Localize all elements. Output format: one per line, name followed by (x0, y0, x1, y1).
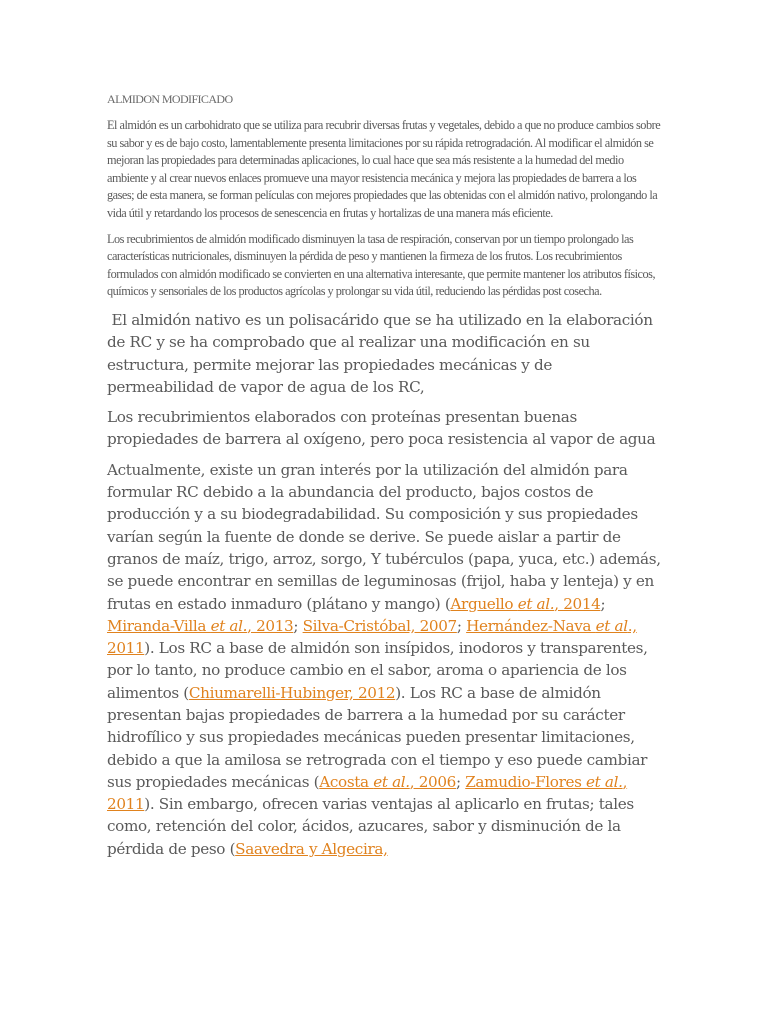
citation-etal: et al. (210, 616, 248, 635)
paragraph-5-text-2: ). Los RC a base de almidón son insípidos, inodoros y transparentes, por lo tanto, no produce cambio en el sabor, aroma o apariencia de los alimentos ( (107, 639, 648, 702)
citation-etal: et al (595, 616, 628, 635)
paragraph-2: Los recubrimientos de almidón modificado disminuyen la tasa de respiración, conservan por un tiempo prolongado las características nutricionales, disminuyen la pérdida de peso y mantienen la firmeza de los frutos. Los recubrimientos formulados con almidón modificado se convierten en una alternativa interesante, que permite mantener los atributos físicos, químicos y sensoriales de los productos agrícolas y prolongar su vida útil, reduciendo las pérdidas post cosecha. (107, 231, 656, 299)
paragraph-1: El almidón es un carbohidrato que se utiliza para recubrir diversas frutas y vegetales, debido a que no produce cambios sobre su sabor y es de bajo costo, lamentablemente presenta limitaciones por su rápida retrogradación. Al modificar el almidón se mejoran las propiedades para determinadas aplicaciones, lo cual hace que sea más resistente a la humedad del medio ambiente y al crear nuevos enlaces promueve una mayor resistencia mecánica y mejora las propiedades de barrera a los gases; de esta manera, se forman películas con mejores propiedades que las obtenidas con el almidón nativo, prolongando la vida útil y retardando los procesos de senescencia en frutas y hortalizas de una manera más eficiente. (107, 118, 661, 220)
separator: ; (456, 616, 467, 635)
paragraph-5-text-3: ). Los RC a base de almidón presentan bajas propiedades de barrera a la humedad por su carácter hidrofílico y sus propiedades mecánicas pueden presentar limitaciones, debido a que la amilosa se retrograda con el tiempo y eso puede cambiar sus propiedades mecánicas ( (107, 683, 648, 791)
citation-author: Arguello (450, 594, 518, 613)
document-title: ALMIDON MODIFICADO (107, 92, 233, 106)
citation-saavedra-algecira[interactable]: Saavedra y Algecira, (235, 839, 388, 858)
separator: ; (455, 772, 466, 791)
document-body (107, 92, 663, 868)
citation-author: Acosta (319, 772, 374, 791)
separator: ; (293, 616, 303, 635)
citation-chiumarelli-hubinger[interactable]: Chiumarelli-Hubinger, 2012 (188, 683, 396, 702)
paragraph-5-text-4: ). Sin embargo, ofrecen varias ventajas al aplicarlo en frutas; tales como, retención del color, ácidos, azucares, sabor y disminución de la pérdida de peso ( (107, 795, 634, 858)
separator: ; (600, 594, 606, 613)
paragraph-3: El almidón nativo es un polisacárido que se ha utilizado en la elaboración de RC y se ha comprobado que al realizar una modificación en su estructura, permite mejorar las propiedades mecánicas y de permeabilidad de vapor de agua de los RC, (107, 310, 658, 396)
citation-author: Zamudio-Flores (465, 772, 587, 791)
citation-etal: et al. (373, 772, 410, 791)
citation-etal: et al. (517, 594, 555, 613)
citation-year: ., 2011 (107, 616, 637, 658)
paragraph-5 (107, 459, 663, 860)
paragraph-5-text-1: Actualmente, existe un gran interés por la utilización del almidón para formular RC debido a la abundancia del producto, bajos costos de producción y a su biodegradabilidad. Su composición y sus propiedades varían según la fuente de donde se derive. Se puede aislar a partir de granos de maíz, trigo, arroz, sorgo, Y tubérculos (papa, yuca, etc.) además, se puede encontrar en semillas de leguminosas (frijol, haba y lenteja) y en frutas en estado inmaduro (plátano y mango) ( (107, 460, 661, 613)
citation-year: , 2011 (107, 772, 628, 814)
citation-author: Hernández-Nava (466, 616, 596, 635)
citation-miranda-villa[interactable] (107, 617, 293, 635)
citation-etal: et al. (586, 772, 623, 791)
citation-acosta[interactable] (319, 773, 456, 791)
citation-arguello[interactable] (450, 595, 600, 613)
paragraph-4: Los recubrimientos elaborados con proteínas presentan buenas propiedades de barrera al oxígeno, pero poca resistencia al vapor de agua (107, 408, 656, 449)
citation-silva-cristobal[interactable]: Silva-Cristóbal, 2007 (302, 616, 457, 635)
citation-year: , 2013 (247, 616, 294, 635)
citation-author: Miranda-Villa (107, 616, 211, 635)
citation-year: , 2014 (554, 594, 601, 613)
citation-year: , 2006 (409, 772, 456, 791)
